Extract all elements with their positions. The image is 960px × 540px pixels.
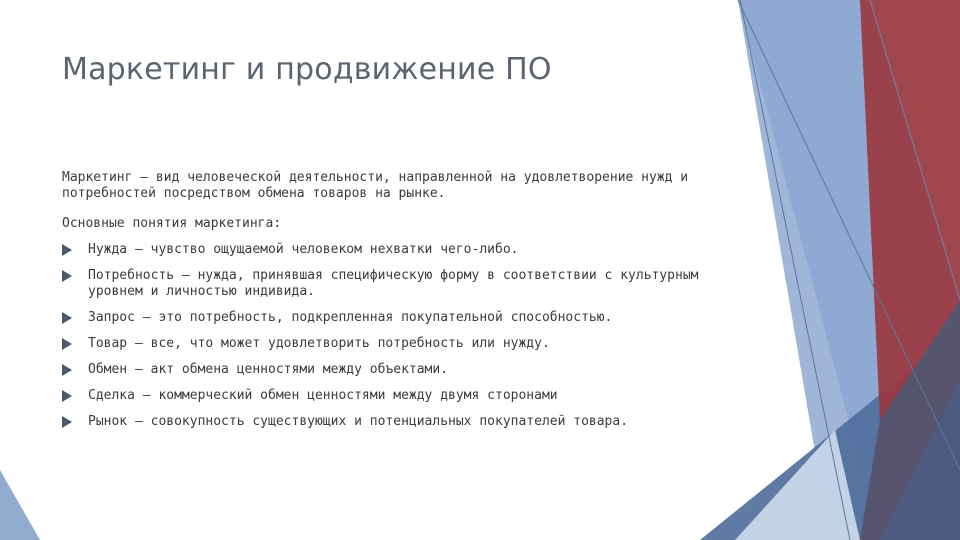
slide-title: Маркетинг и продвижение ПО bbox=[62, 52, 552, 87]
bullet-text: Запрос – это потребность, подкрепленная покупательной способностью. bbox=[88, 310, 613, 325]
intro-paragraph: Маркетинг – вид человеческой деятельности, направленной на удовлетворение нужд и потребностей посредством обмена товаров на рынке. bbox=[62, 170, 689, 201]
bullet-item bbox=[62, 336, 712, 352]
bullet-text: Товар – все, что может удовлетворить потребность или нужду. bbox=[88, 336, 550, 351]
triangle-arrow-icon bbox=[62, 244, 72, 256]
bullet-list bbox=[62, 242, 712, 430]
bullet-text: Рынок – совокупность существующих и потенциальных покупателей товара. bbox=[88, 414, 629, 429]
bullet-item bbox=[62, 242, 712, 258]
bullet-item bbox=[62, 362, 712, 378]
triangle-arrow-icon bbox=[62, 312, 72, 324]
triangle-arrow-icon bbox=[62, 364, 72, 376]
bullet-text: Потребность – нужда, принявшая специфическую форму в соответствии с культурным уровнем и личностью индивида. bbox=[88, 268, 699, 299]
subheading: Основные понятия маркетинга: bbox=[62, 216, 282, 231]
bullet-item bbox=[62, 268, 712, 300]
deco-shard-left bbox=[0, 470, 40, 540]
bullet-item bbox=[62, 388, 712, 404]
bullet-item bbox=[62, 414, 712, 430]
triangle-arrow-icon bbox=[62, 270, 72, 282]
bullet-text: Обмен – акт обмена ценностями между объектами. bbox=[88, 362, 449, 377]
triangle-arrow-icon bbox=[62, 390, 72, 402]
triangle-arrow-icon bbox=[62, 416, 72, 428]
bullet-item bbox=[62, 310, 712, 326]
slide-content bbox=[62, 170, 712, 440]
bullet-text: Сделка – коммерческий обмен ценностями между двумя сторонами bbox=[88, 388, 558, 403]
triangle-arrow-icon bbox=[62, 338, 72, 350]
bullet-text: Нужда – чувство ощущаемой человеком нехватки чего-либо. bbox=[88, 242, 519, 257]
